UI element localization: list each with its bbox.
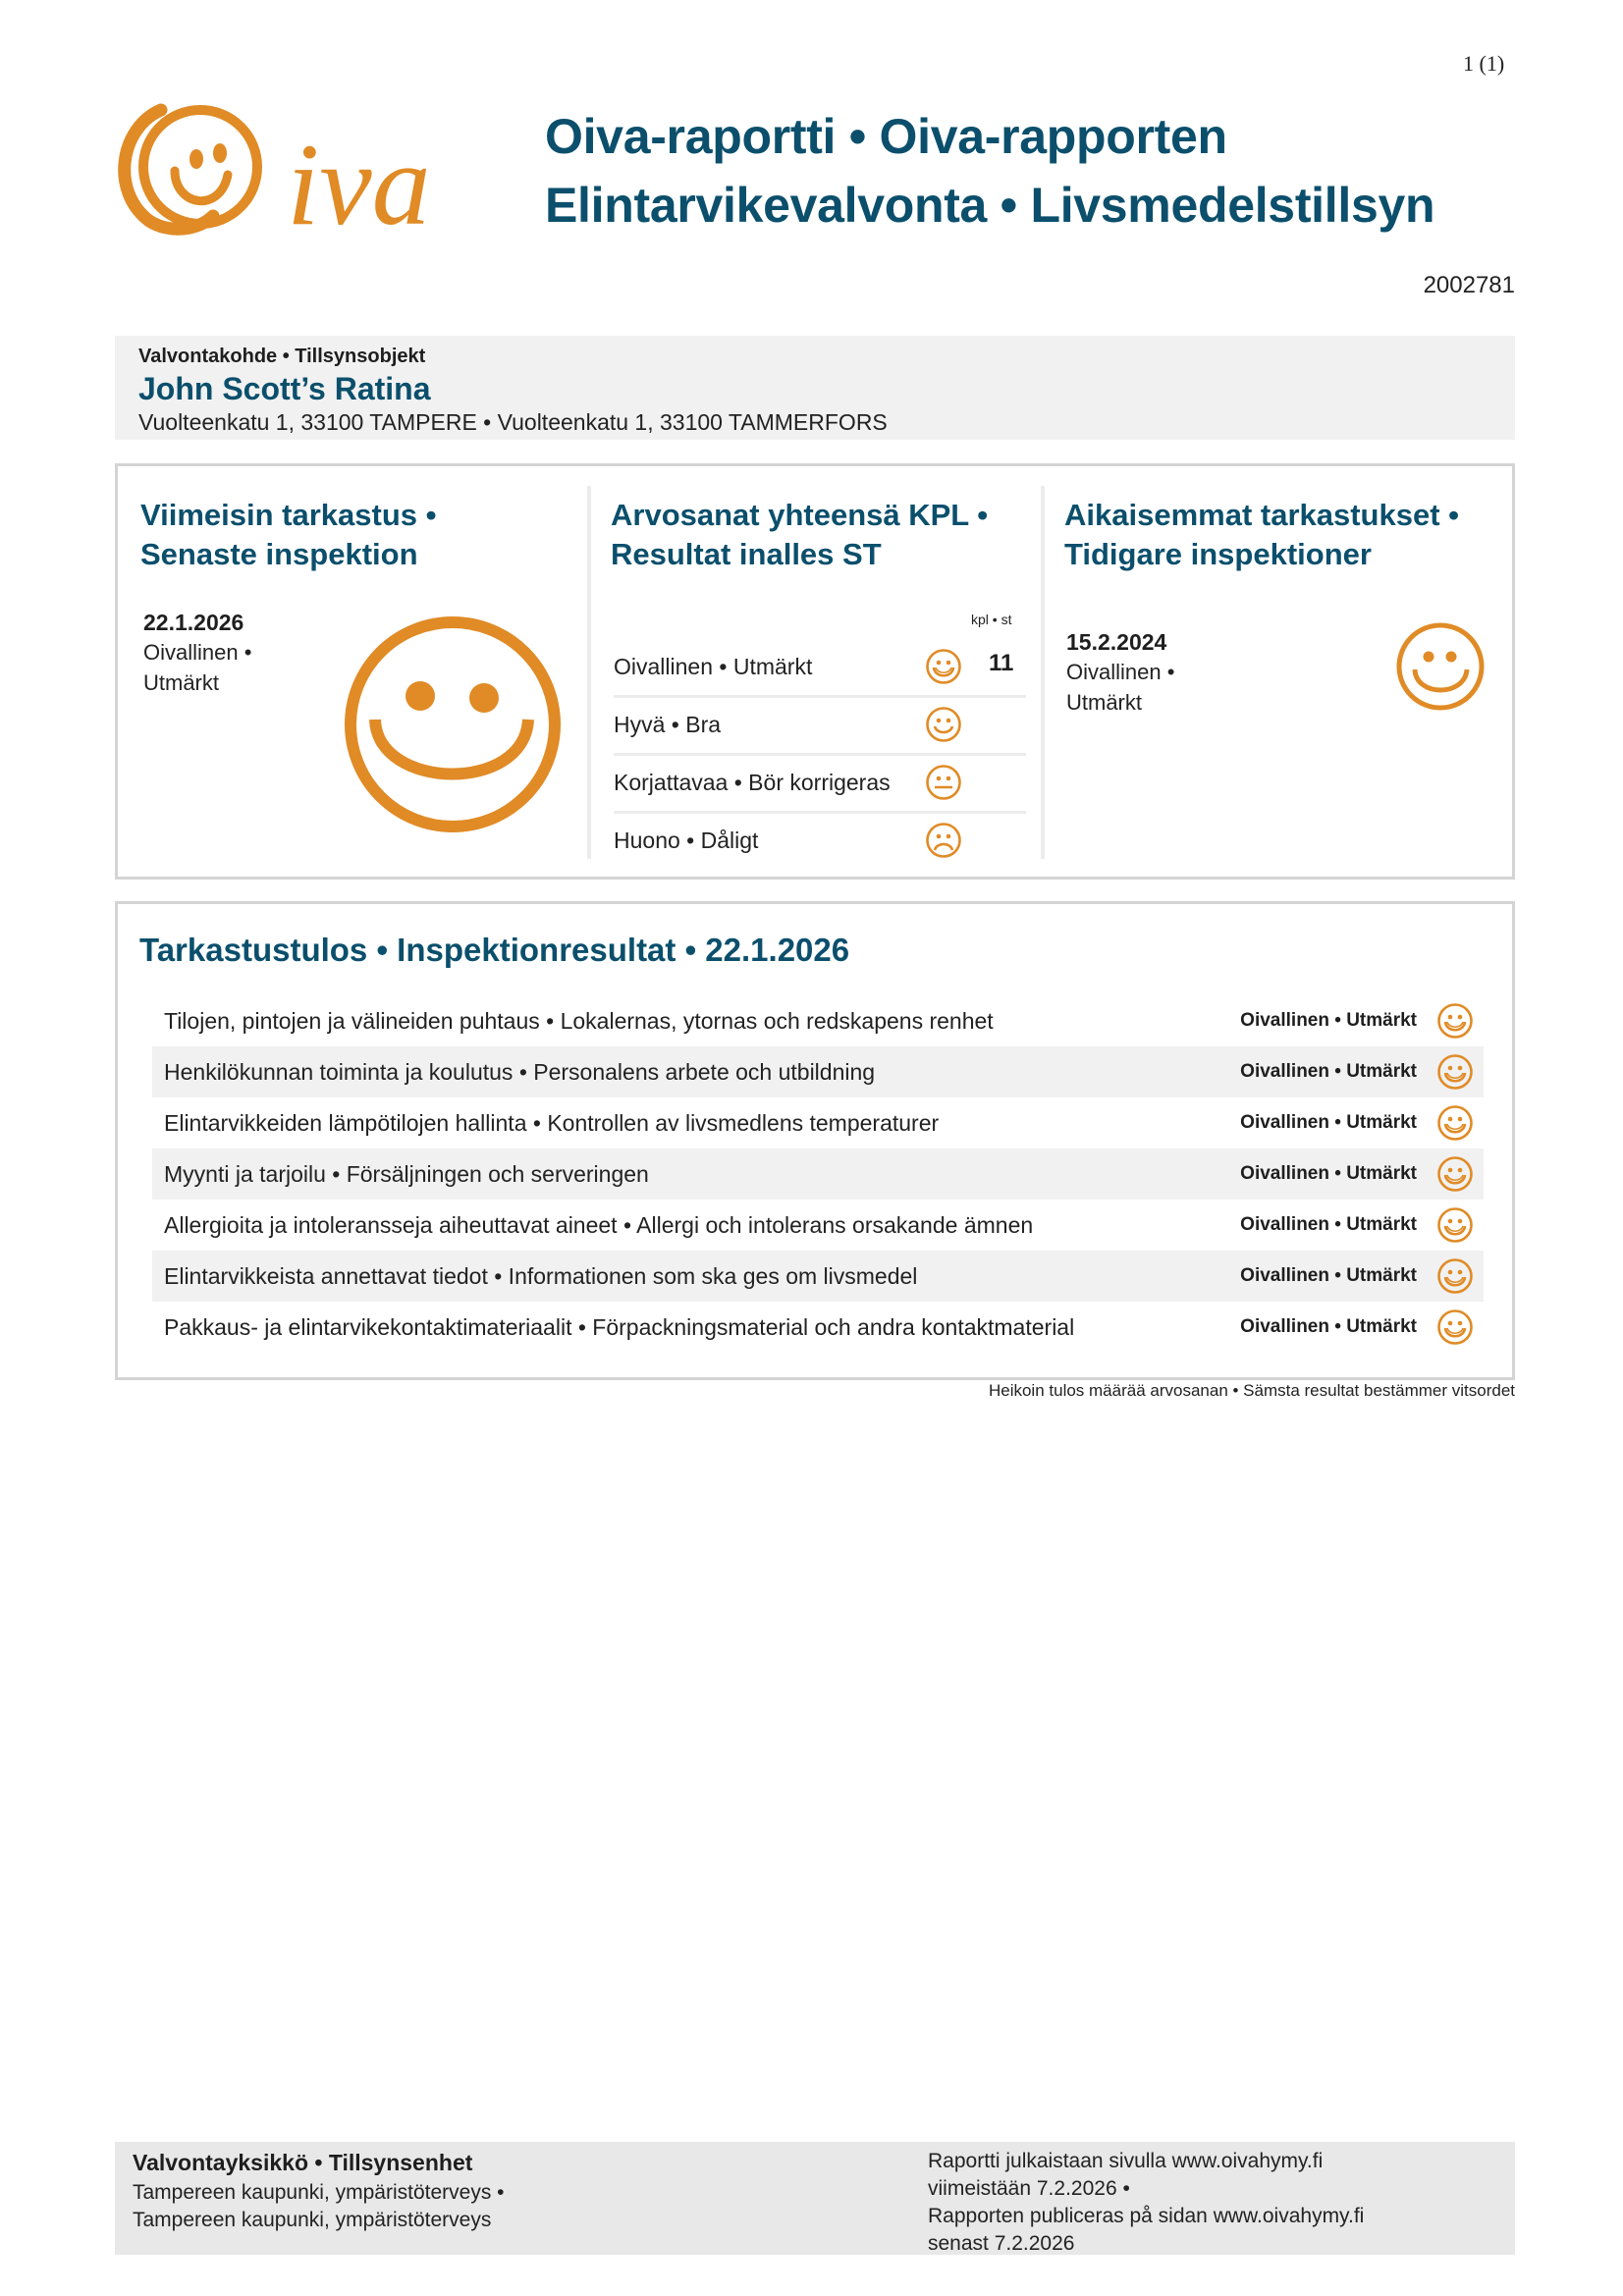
supervision-unit-line2: Tampereen kaupunki, ympäristöterveys <box>133 2209 492 2231</box>
smiley-excellent-icon <box>1436 1002 1474 1040</box>
count-unit-label: kpl • st <box>971 612 1012 627</box>
big-smiley-excellent-icon <box>342 614 564 835</box>
latest-date: 22.1.2026 <box>143 610 244 635</box>
smiley-sad-icon <box>925 822 962 859</box>
grade-row-needs-correction <box>614 754 1026 814</box>
result-grade: Oivallinen • Utmärkt <box>1240 1214 1417 1235</box>
previous-smiley-excellent-icon <box>1394 620 1487 713</box>
result-grade: Oivallinen • Utmärkt <box>1240 1112 1417 1133</box>
publication-line2: viimeistään 7.2.2026 • <box>928 2177 1130 2200</box>
result-grade: Oivallinen • Utmärkt <box>1240 1316 1417 1337</box>
logo-text: iva <box>287 119 431 236</box>
publication-info <box>928 2148 1364 2258</box>
smiley-excellent-icon <box>1436 1155 1474 1193</box>
latest-grade-line1: Oivallinen • <box>143 640 252 665</box>
results-title: Tarkastustulos • Inspektionresultat • 22.1.2026 <box>139 932 850 968</box>
smiley-excellent-icon <box>1436 1053 1474 1091</box>
smiley-excellent-icon <box>1436 1206 1474 1244</box>
grade-row-poor <box>614 812 1026 869</box>
results-note: Heikoin tulos määrää arvosanan • Sämsta resultat bestämmer vitsordet <box>988 1381 1515 1400</box>
grade-row-good <box>614 696 1026 756</box>
grade-count: 11 <box>989 650 1014 676</box>
result-row <box>152 1046 1484 1097</box>
result-category: Elintarvikkeista annettavat tiedot • Informationen som ska ges om livsmedel <box>164 1263 918 1289</box>
result-category: Pakkaus- ja elintarvikekontaktimateriaalit • Förpackningsmaterial och andra kontaktmaterial <box>164 1314 1075 1340</box>
result-category: Tilojen, pintojen ja välineiden puhtaus • Lokalernas, ytornas och redskapens renhet <box>164 1008 994 1034</box>
report-id: 2002781 <box>1423 272 1515 298</box>
grade-label: Oivallinen • Utmärkt <box>614 654 813 679</box>
previous-date: 15.2.2024 <box>1066 629 1167 655</box>
result-row <box>152 1097 1484 1148</box>
result-row <box>152 995 1484 1046</box>
oiva-smiley-logo-icon <box>110 98 503 236</box>
oiva-logo <box>110 98 503 236</box>
previous-grade-line1: Oivallinen • <box>1066 660 1175 684</box>
result-row <box>152 1302 1484 1353</box>
publication-line1: Raportti julkaistaan sivulla www.oivahymy.fi <box>928 2150 1324 2172</box>
supervision-unit-line1: Tampereen kaupunki, ympäristöterveys • <box>133 2181 505 2204</box>
result-grade: Oivallinen • Utmärkt <box>1240 1265 1417 1286</box>
latest-heading <box>140 496 436 574</box>
object-label: Valvontakohde • Tillsynsobjekt <box>138 346 426 367</box>
footer-panel <box>115 2142 1515 2255</box>
latest-grade <box>143 637 251 698</box>
latest-heading-line1: Viimeisin tarkastus • <box>140 498 437 532</box>
previous-grade <box>1066 657 1174 718</box>
result-row <box>152 1200 1484 1251</box>
result-category: Henkilökunnan toiminta ja koulutus • Personalens arbete och utbildning <box>164 1059 876 1085</box>
page-number: 1 (1) <box>1463 51 1505 76</box>
totals-heading <box>611 496 988 574</box>
result-row <box>152 1251 1484 1302</box>
latest-heading-line2: Senaste inspektion <box>140 537 418 571</box>
smiley-good-icon <box>925 706 962 743</box>
grade-label: Hyvä • Bra <box>614 712 722 737</box>
smiley-excellent-icon <box>1436 1257 1474 1295</box>
result-grade: Oivallinen • Utmärkt <box>1240 1010 1417 1031</box>
smiley-excellent-icon <box>925 648 962 685</box>
grade-label: Korjattavaa • Bör korrigeras <box>614 770 891 795</box>
supervision-unit <box>133 2179 505 2234</box>
previous-heading-line2: Tidigare inspektioner <box>1064 537 1372 571</box>
object-address: Vuolteenkatu 1, 33100 TAMPERE • Vuolteenkatu 1, 33100 TAMMERFORS <box>138 409 888 435</box>
previous-grade-line2: Utmärkt <box>1066 690 1142 715</box>
publication-line3: Rapporten publiceras på sidan www.oivahymy.fi <box>928 2205 1365 2227</box>
previous-heading-line1: Aikaisemmat tarkastukset • <box>1064 498 1460 532</box>
smiley-excellent-icon <box>1436 1308 1474 1346</box>
result-grade: Oivallinen • Utmärkt <box>1240 1061 1417 1082</box>
result-category: Myynti ja tarjoilu • Försäljningen och serveringen <box>164 1161 649 1187</box>
result-category: Allergioita ja intoleransseja aiheuttavat aineet • Allergi och intolerans orsakande ämnen <box>164 1212 1034 1238</box>
column-divider <box>1041 486 1045 859</box>
latest-grade-line2: Utmärkt <box>143 670 219 695</box>
result-row <box>152 1148 1484 1200</box>
inspection-object-panel <box>115 336 1515 440</box>
column-divider <box>587 486 591 859</box>
grade-row-excellent <box>614 638 1026 698</box>
totals-heading-line1: Arvosanat yhteensä KPL • <box>611 498 989 532</box>
smiley-excellent-icon <box>1436 1104 1474 1142</box>
result-category: Elintarvikkeiden lämpötilojen hallinta • Kontrollen av livsmedlens temperaturer <box>164 1110 940 1136</box>
result-grade: Oivallinen • Utmärkt <box>1240 1163 1417 1184</box>
object-name: John Scott’s Ratina <box>138 371 431 406</box>
publication-line4: senast 7.2.2026 <box>928 2232 1075 2255</box>
report-title: Oiva-raportti • Oiva-rapporten <box>545 109 1227 164</box>
smiley-neutral-icon <box>925 764 962 801</box>
totals-heading-line2: Resultat inalles ST <box>611 537 882 571</box>
inspection-results-card <box>115 901 1515 1380</box>
report-subtitle: Elintarvikevalvonta • Livsmedelstillsyn <box>545 178 1435 233</box>
grade-label: Huono • Dåligt <box>614 828 759 853</box>
summary-card <box>115 463 1515 880</box>
previous-heading <box>1064 496 1459 574</box>
supervision-unit-heading: Valvontayksikkö • Tillsynsenhet <box>133 2150 473 2175</box>
